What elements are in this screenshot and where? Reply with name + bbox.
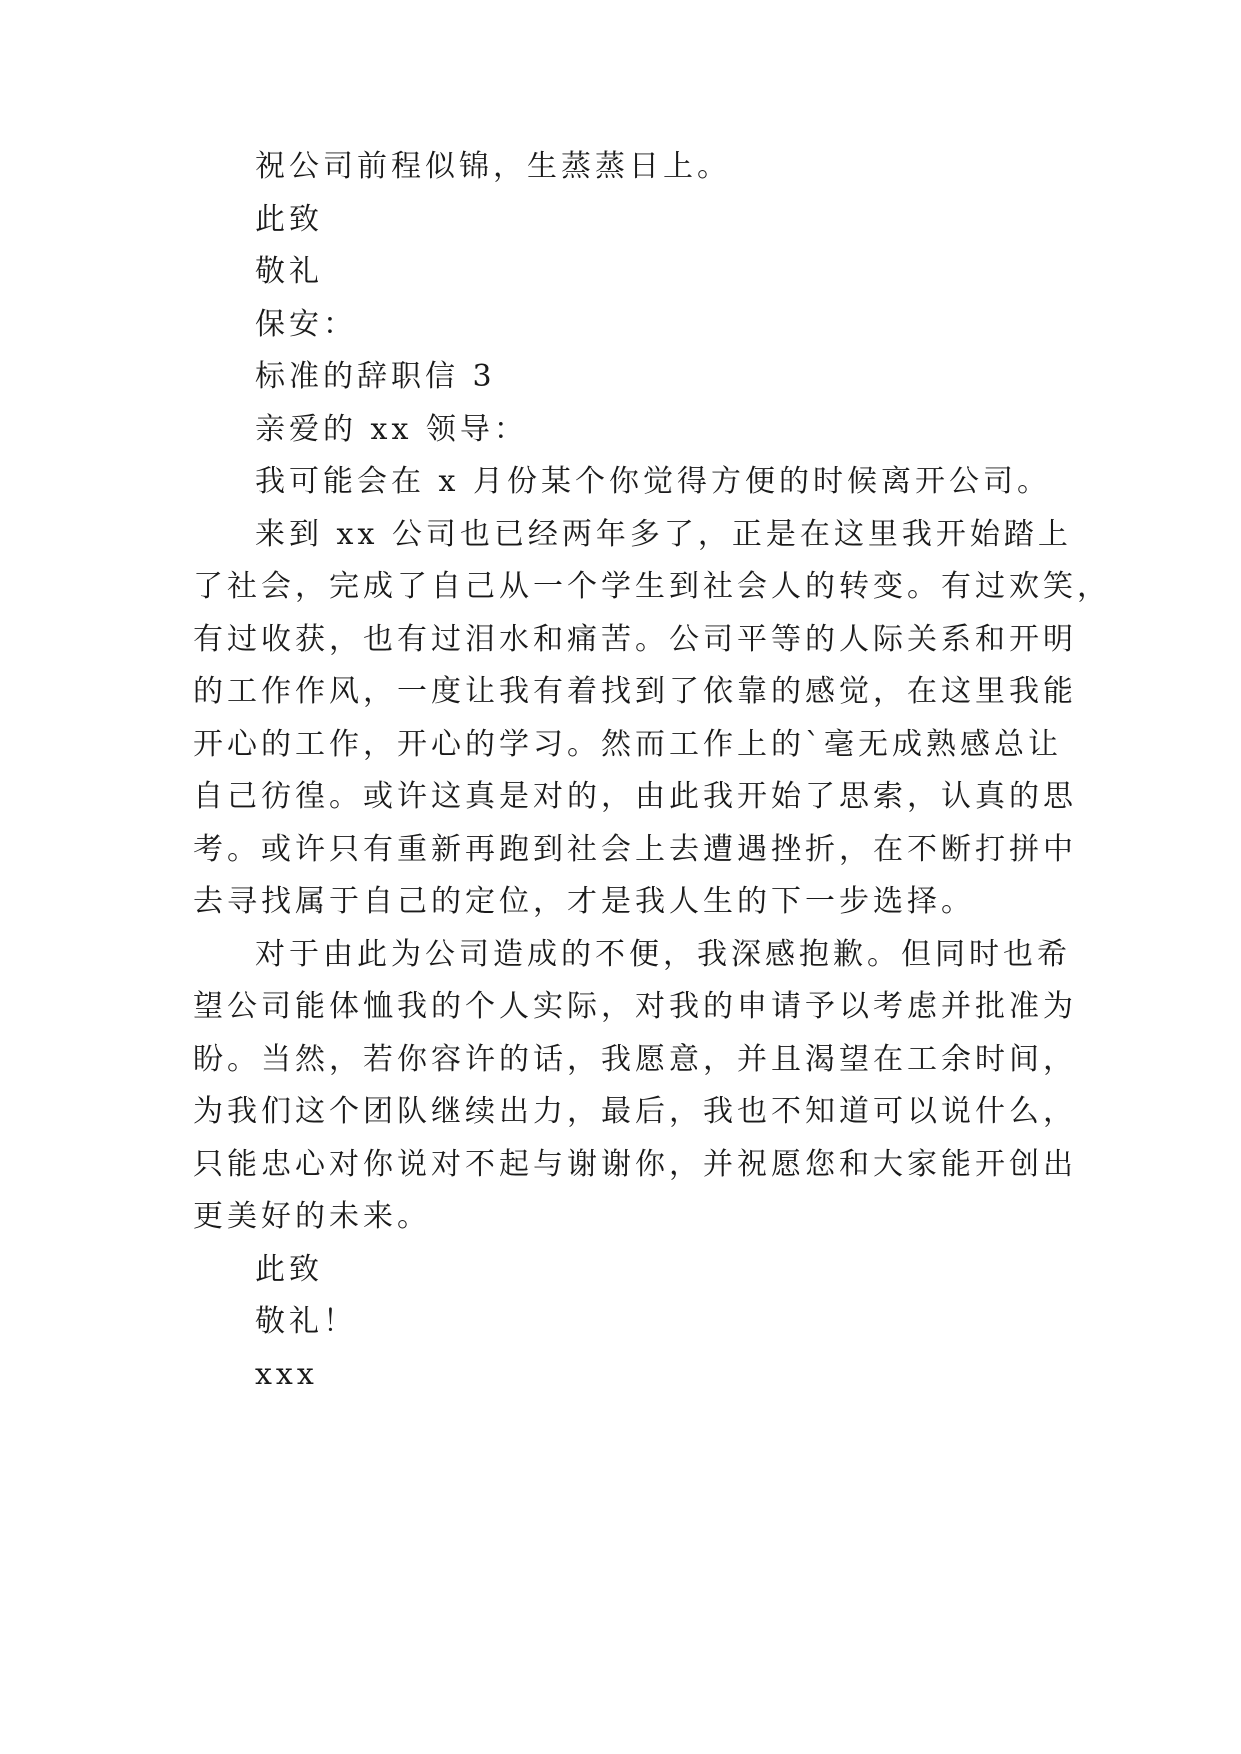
letter-intro: 我可能会在 x 月份某个你觉得方便的时候离开公司。 (255, 464, 1051, 499)
closing-wish: 祝公司前程似锦，生蒸蒸日上。 (255, 149, 731, 184)
paragraph-line: 考。或许只有重新再跑到社会上去遭遇挫折，在不断打拼中 (193, 832, 1077, 867)
paragraph-line: 对于由此为公司造成的不便，我深感抱歉。但同时也希 (255, 937, 1071, 972)
paragraph-line: 来到 xx 公司也已经两年多了，正是在这里我开始踏上 (255, 517, 1072, 552)
paragraph-line: 了社会，完成了自己从一个学生到社会人的转变。有过欢笑， (193, 569, 1111, 604)
letter-jingli: 敬礼！ (255, 1304, 357, 1339)
paragraph-line: 更美好的未来。 (193, 1199, 431, 1234)
paragraph-line: 只能忠心对你说对不起与谢谢你，并祝愿您和大家能开创出 (193, 1147, 1077, 1182)
paragraph-line: 有过收获，也有过泪水和痛苦。公司平等的人际关系和开明 (193, 622, 1077, 657)
paragraph-line: 望公司能体恤我的个人实际，对我的申请予以考虑并批准为 (193, 989, 1077, 1024)
letter-salutation: 亲爱的 xx 领导： (255, 412, 528, 447)
paragraph-line: 自己彷徨。或许这真是对的，由此我开始了思索，认真的思 (193, 779, 1077, 814)
paragraph-line: 的工作作风，一度让我有着找到了依靠的感觉，在这里我能 (193, 674, 1077, 709)
letter-signer: xxx (255, 1357, 318, 1392)
closing-signer: 保安： (255, 307, 357, 342)
closing-cizhi: 此致 (255, 202, 323, 237)
paragraph-line: 为我们这个团队继续出力，最后，我也不知道可以说什么， (193, 1094, 1077, 1129)
letter-title: 标准的辞职信 3 (255, 359, 496, 394)
paragraph-line: 开心的工作，开心的学习。然而工作上的`毫无成熟感总让 (193, 727, 1062, 762)
paragraph-line: 盼。当然，若你容许的话，我愿意，并且渴望在工余时间， (193, 1042, 1077, 1077)
letter-cizhi: 此致 (255, 1252, 323, 1287)
paragraph-line: 去寻找属于自己的定位，才是我人生的下一步选择。 (193, 884, 975, 919)
closing-jingli: 敬礼 (255, 254, 323, 289)
